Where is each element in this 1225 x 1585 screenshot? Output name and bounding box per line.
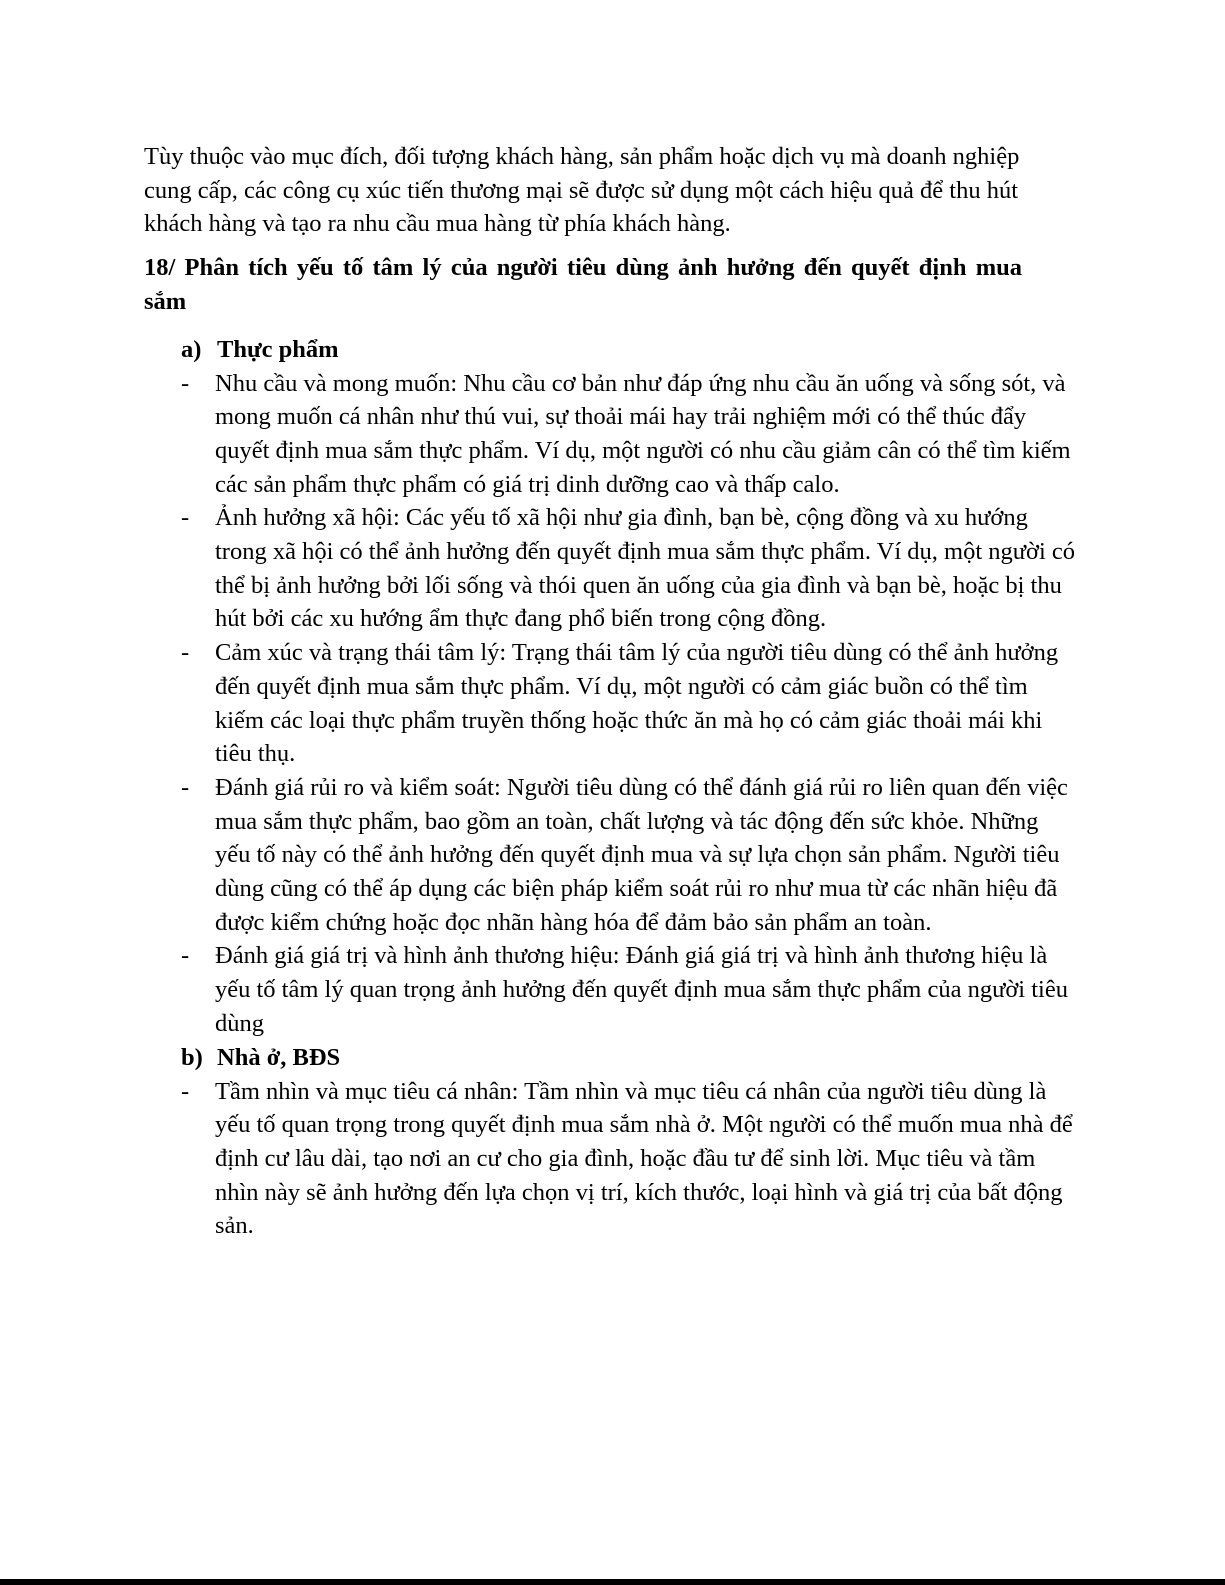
- bullet-dash: -: [181, 942, 190, 970]
- list-item: [181, 501, 1079, 636]
- list-item-text: Đánh giá rủi ro và kiểm soát: Người tiêu dùng có thể đánh giá rủi ro liên quan đến việc mua sắm thực phẩm, bao gồm an toàn, chất lượng và tác động đến sức khỏe. Những yếu tố này có thể ảnh hưởng đến quyết định mua và sự lựa chọn sản phẩm. Người tiêu dùng cũng có thể áp dụng các biện pháp kiểm soát rủi ro như mua từ các nhãn hiệu đã được kiểm chứng hoặc đọc nhãn hàng hóa để đảm bảo sản phẩm an toàn.: [215, 773, 1068, 936]
- page-bottom-border: [0, 1579, 1225, 1585]
- section-title-text: Nhà ở, BĐS: [217, 1043, 341, 1071]
- list-item-text: Tầm nhìn và mục tiêu cá nhân: Tầm nhìn và mục tiêu cá nhân của người tiêu dùng là yếu tố quan trọng trong quyết định mua sắm nhà ở. Một người có thể muốn mua nhà để định cư lâu dài, tạo nơi an cư cho gia đình, hoặc đầu tư để sinh lời. Mục tiêu và tầm nhìn này sẽ ảnh hưởng đến lựa chọn vị trí, kích thước, loại hình và giá trị của bất động sản.: [215, 1077, 1073, 1240]
- section-letter: a): [181, 335, 202, 363]
- section-title: [181, 1041, 1079, 1075]
- list-item-text: Cảm xúc và trạng thái tâm lý: Trạng thái tâm lý của người tiêu dùng có thể ảnh hưởng đến quyết định mua sắm thực phẩm. Ví dụ, một người có cảm giác buồn có thể tìm kiếm các loại thực phẩm truyền thống hoặc thức ăn mà họ có cảm giác thoải mái khi tiêu thụ.: [215, 639, 1059, 768]
- intro-paragraph: Tùy thuộc vào mục đích, đối tượng khách hàng, sản phẩm hoặc dịch vụ mà doanh nghiệp cung cấp, các công cụ xúc tiến thương mại sẽ được sử dụng một cách hiệu quả để thu hút khách hàng và tạo ra nhu cầu mua hàng từ phía khách hàng.: [144, 143, 1020, 238]
- bullet-dash: -: [181, 639, 190, 667]
- bullet-list: [181, 367, 1079, 1041]
- list-item: [181, 939, 1079, 1040]
- section-title: [181, 333, 1079, 367]
- list-item: [181, 1075, 1079, 1244]
- bullet-dash: -: [181, 369, 190, 397]
- list-item: [181, 636, 1079, 771]
- bullet-dash: -: [181, 1077, 190, 1105]
- section-housing: [181, 1041, 1079, 1244]
- bullet-dash: -: [181, 504, 190, 532]
- list-item-text: Ảnh hưởng xã hội: Các yếu tố xã hội như gia đình, bạn bè, cộng đồng và xu hướng trong xã hội có thể ảnh hưởng đến quyết định mua sắm thực phẩm. Ví dụ, một người có thể bị ảnh hưởng bởi lối sống và thói quen ăn uống của gia đình và bạn bè, hoặc bị thu hút bởi các xu hướng ẩm thực đang phổ biến trong cộng đồng.: [215, 504, 1076, 633]
- section-letter: b): [181, 1043, 203, 1071]
- bullet-dash: -: [181, 773, 190, 801]
- section-title-text: Thực phẩm: [217, 335, 339, 363]
- list-item: [181, 771, 1079, 940]
- question-heading: 18/ Phân tích yếu tố tâm lý của người tiêu dùng ảnh hưởng đến quyết định mua sắm: [144, 254, 1022, 315]
- bullet-list: [181, 1075, 1079, 1244]
- page-content: [144, 140, 1079, 1243]
- list-item-text: Nhu cầu và mong muốn: Nhu cầu cơ bản như đáp ứng nhu cầu ăn uống và sống sót, và mong muốn cá nhân như thú vui, sự thoải mái hay trải nghiệm mới có thể thúc đẩy quyết định mua sắm thực phẩm. Ví dụ, một người có nhu cầu giảm cân có thể tìm kiếm các sản phẩm thực phẩm có giá trị dinh dưỡng cao và thấp calo.: [215, 369, 1071, 498]
- list-item-text: Đánh giá giá trị và hình ảnh thương hiệu: Đánh giá giá trị và hình ảnh thương hiệu là yếu tố tâm lý quan trọng ảnh hưởng đến quyết định mua sắm thực phẩm của người tiêu dùng: [215, 942, 1068, 1037]
- section-food: [181, 333, 1079, 1041]
- list-item: [181, 367, 1079, 502]
